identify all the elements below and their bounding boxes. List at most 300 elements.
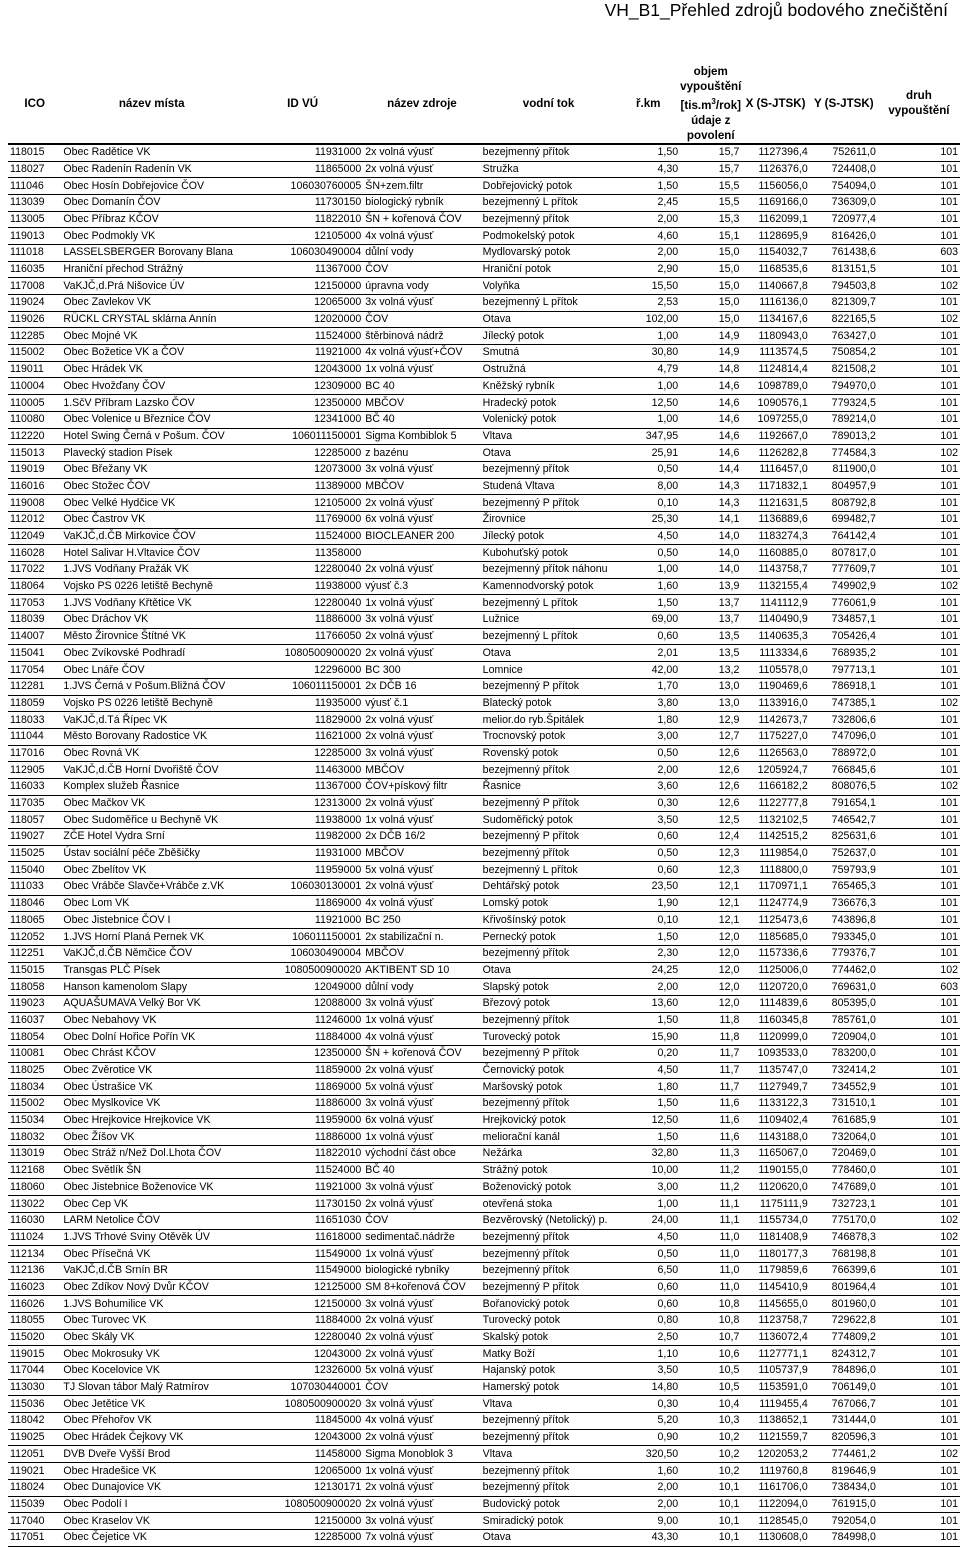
- cell-nazev-mista: Obec Mojné VK: [61, 328, 242, 345]
- cell-objem: 15,0: [680, 311, 741, 328]
- table-row: [8, 194, 960, 211]
- cell-objem: 13,2: [680, 662, 741, 679]
- cell-y: 811900,0: [810, 461, 878, 478]
- cell-ico: 117044: [8, 1363, 61, 1380]
- cell-y: 736676,3: [810, 895, 878, 912]
- cell-druh: 101: [878, 1279, 960, 1296]
- cell-ico: 112251: [8, 945, 61, 962]
- cell-id-vu: 12105000: [242, 495, 363, 512]
- cell-id-vu: 11524000: [242, 528, 363, 545]
- cell-id-vu: 12280040: [242, 595, 363, 612]
- cell-id-vu: 11938000: [242, 578, 363, 595]
- cell-nazev-zdroje: ŠN+zem.filtr: [363, 178, 480, 195]
- cell-druh: 101: [878, 1045, 960, 1062]
- cell-ico: 118024: [8, 1479, 61, 1496]
- table-row: [8, 1029, 960, 1046]
- cell-nazev-zdroje: Sigma Kombiblok 5: [363, 428, 480, 445]
- cell-rkm: 0,30: [616, 1396, 680, 1413]
- cell-ico: 118065: [8, 912, 61, 929]
- cell-objem: 11,7: [680, 1045, 741, 1062]
- cell-rkm: 1,50: [616, 1096, 680, 1113]
- cell-x: 1113574,5: [741, 345, 809, 362]
- cell-nazev-mista: Obec Zvíkovské Podhradí: [61, 645, 242, 662]
- cell-vodni-tok: Smiradický potok: [481, 1513, 617, 1530]
- cell-nazev-mista: Obec Stráž n/Než Dol.Lhota ČOV: [61, 1146, 242, 1163]
- cell-nazev-mista: Obec Cep VK: [61, 1196, 242, 1213]
- cell-x: 1168535,6: [741, 261, 809, 278]
- cell-druh: 101: [878, 1129, 960, 1146]
- cell-druh: 101: [878, 1329, 960, 1346]
- cell-x: 1127396,4: [741, 144, 809, 161]
- cell-objem: 12,6: [680, 795, 741, 812]
- cell-nazev-zdroje: 7x volná výusť: [363, 1529, 480, 1546]
- cell-nazev-mista: Obec Přísečná VK: [61, 1246, 242, 1263]
- table-row: [8, 511, 960, 528]
- cell-rkm: 2,00: [616, 762, 680, 779]
- cell-rkm: 1,80: [616, 712, 680, 729]
- cell-vodni-tok: bezejmenný přítok: [481, 1262, 617, 1279]
- cell-objem: 10,1: [680, 1513, 741, 1530]
- cell-nazev-mista: Obec Světlík ŠN: [61, 1162, 242, 1179]
- cell-rkm: 24,00: [616, 1212, 680, 1229]
- cell-x: 1114839,6: [741, 995, 809, 1012]
- cell-objem: 15,5: [680, 194, 741, 211]
- cell-ico: 119015: [8, 1346, 61, 1363]
- cell-nazev-zdroje: 2x volná výusť: [363, 1479, 480, 1496]
- cell-ico: 118042: [8, 1413, 61, 1430]
- cell-vodni-tok: Maršovský potok: [481, 1079, 617, 1096]
- cell-ico: 118025: [8, 1062, 61, 1079]
- cell-x: 1160345,8: [741, 1012, 809, 1029]
- cell-nazev-mista: VaKJČ,d.Tá Řípec VK: [61, 712, 242, 729]
- page-title: VH_B1_Přehled zdrojů bodového znečištění: [604, 0, 948, 20]
- cell-rkm: 6,50: [616, 1262, 680, 1279]
- cell-nazev-zdroje: 3x volná výusť: [363, 1396, 480, 1413]
- cell-nazev-zdroje: 2x volná výusť: [363, 712, 480, 729]
- cell-nazev-zdroje: 2x volná výusť: [363, 628, 480, 645]
- cell-ico: 119025: [8, 1429, 61, 1446]
- cell-id-vu: 12285000: [242, 745, 363, 762]
- cell-ico: 118039: [8, 612, 61, 629]
- cell-nazev-zdroje: BC 300: [363, 662, 480, 679]
- cell-ico: 118032: [8, 1129, 61, 1146]
- cell-druh: 101: [878, 745, 960, 762]
- cell-nazev-zdroje: MBČOV: [363, 762, 480, 779]
- cell-ico: 112220: [8, 428, 61, 445]
- cell-y: 724408,0: [810, 161, 878, 178]
- cell-y: 821508,2: [810, 361, 878, 378]
- cell-x: 1125473,6: [741, 912, 809, 929]
- cell-x: 1105737,9: [741, 1363, 809, 1380]
- cell-x: 1124814,4: [741, 361, 809, 378]
- cell-druh: 101: [878, 144, 960, 161]
- cell-id-vu: 11549000: [242, 1246, 363, 1263]
- table-row: [8, 1062, 960, 1079]
- cell-objem: 11,2: [680, 1179, 741, 1196]
- cell-vodni-tok: bezejmenný přítok: [481, 762, 617, 779]
- cell-druh: 101: [878, 1012, 960, 1029]
- cell-vodni-tok: Turovecký potok: [481, 1312, 617, 1329]
- cell-vodni-tok: bezejmenný přítok: [481, 1096, 617, 1113]
- cell-x: 1183274,3: [741, 528, 809, 545]
- cell-nazev-mista: Obec Božetice VK a ČOV: [61, 345, 242, 362]
- cell-objem: 10,2: [680, 1429, 741, 1446]
- cell-id-vu: 11524000: [242, 328, 363, 345]
- cell-rkm: 0,60: [616, 628, 680, 645]
- cell-druh: 101: [878, 862, 960, 879]
- cell-ico: 118057: [8, 812, 61, 829]
- cell-nazev-zdroje: BČ 40: [363, 1162, 480, 1179]
- cell-nazev-zdroje: 3x volná výusť: [363, 745, 480, 762]
- cell-y: 779376,7: [810, 945, 878, 962]
- cell-nazev-zdroje: výusť č.1: [363, 695, 480, 712]
- table-row: [8, 1196, 960, 1213]
- cell-nazev-mista: AQUAŠUMAVA Velký Bor VK: [61, 995, 242, 1012]
- cell-vodni-tok: Řasnice: [481, 778, 617, 795]
- table-row: [8, 728, 960, 745]
- cell-id-vu: 11959000: [242, 862, 363, 879]
- cell-x: 1132155,4: [741, 578, 809, 595]
- cell-vodni-tok: Hradecký potok: [481, 395, 617, 412]
- cell-ico: 119013: [8, 228, 61, 245]
- cell-y: 785761,0: [810, 1012, 878, 1029]
- cell-objem: 12,1: [680, 912, 741, 929]
- cell-nazev-mista: Obec Hvožďany ČOV: [61, 378, 242, 395]
- cell-vodni-tok: bezejmenný L přítok: [481, 295, 617, 312]
- cell-nazev-mista: 1.SčV Příbram Lazsko ČOV: [61, 395, 242, 412]
- cell-rkm: 0,10: [616, 495, 680, 512]
- cell-rkm: 4,50: [616, 1229, 680, 1246]
- cell-vodni-tok: bezejmenný přítok: [481, 1246, 617, 1263]
- cell-nazev-zdroje: BIOCLEANER 200: [363, 528, 480, 545]
- cell-nazev-zdroje: 1x volná výusť: [363, 1246, 480, 1263]
- cell-vodni-tok: Kubohuťský potok: [481, 545, 617, 562]
- cell-y: 789214,0: [810, 411, 878, 428]
- cell-rkm: 15,90: [616, 1029, 680, 1046]
- cell-druh: 102: [878, 778, 960, 795]
- cell-nazev-mista: Obec Dolní Hořice Pořín VK: [61, 1029, 242, 1046]
- cell-rkm: 0,60: [616, 1296, 680, 1313]
- table-row: [8, 1479, 960, 1496]
- cell-vodni-tok: bezejmenný přítok náhonu: [481, 562, 617, 579]
- cell-ico: 112168: [8, 1162, 61, 1179]
- cell-rkm: 32,80: [616, 1146, 680, 1163]
- cell-nazev-mista: Obec Kraselov VK: [61, 1513, 242, 1530]
- cell-x: 1141112,9: [741, 595, 809, 612]
- cell-rkm: 2,90: [616, 261, 680, 278]
- cell-objem: 10,3: [680, 1413, 741, 1430]
- cell-x: 1156056,0: [741, 178, 809, 195]
- cell-y: 766399,6: [810, 1262, 878, 1279]
- cell-vodni-tok: Vltava: [481, 428, 617, 445]
- cell-objem: 10,8: [680, 1312, 741, 1329]
- cell-objem: 12,0: [680, 945, 741, 962]
- cell-druh: 101: [878, 662, 960, 679]
- cell-x: 1127949,7: [741, 1079, 809, 1096]
- cell-y: 792054,0: [810, 1513, 878, 1530]
- cell-nazev-zdroje: 1x volná výusť: [363, 1463, 480, 1480]
- cell-vodni-tok: bezejmenný přítok: [481, 845, 617, 862]
- cell-vodni-tok: bezejmenný přítok: [481, 1229, 617, 1246]
- cell-druh: 101: [878, 595, 960, 612]
- cell-nazev-mista: Obec Zdíkov Nový Dvůr KČOV: [61, 1279, 242, 1296]
- cell-vodni-tok: Otava: [481, 645, 617, 662]
- cell-ico: 115013: [8, 445, 61, 462]
- cell-objem: 10,8: [680, 1296, 741, 1313]
- cell-nazev-mista: Obec Jetětice VK: [61, 1396, 242, 1413]
- cell-nazev-zdroje: BC 40: [363, 378, 480, 395]
- cell-id-vu: 11766050: [242, 628, 363, 645]
- cell-nazev-zdroje: důlní vody: [363, 244, 480, 261]
- cell-vodni-tok: Březový potok: [481, 995, 617, 1012]
- cell-druh: 102: [878, 695, 960, 712]
- cell-objem: 14,6: [680, 395, 741, 412]
- cell-ico: 110081: [8, 1045, 61, 1062]
- cell-x: 1181408,9: [741, 1229, 809, 1246]
- cell-objem: 11,6: [680, 1129, 741, 1146]
- cell-nazev-zdroje: 2x volná výusť: [363, 1196, 480, 1213]
- cell-vodni-tok: Podmokelský potok: [481, 228, 617, 245]
- cell-nazev-mista: Obec Častrov VK: [61, 511, 242, 528]
- cell-rkm: 1,60: [616, 1463, 680, 1480]
- cell-y: 813151,5: [810, 261, 878, 278]
- cell-rkm: 25,30: [616, 511, 680, 528]
- cell-ico: 118027: [8, 161, 61, 178]
- cell-druh: 101: [878, 211, 960, 228]
- cell-vodni-tok: bezejmenný P přítok: [481, 1045, 617, 1062]
- cell-nazev-zdroje: AKTIBENT SD 10: [363, 962, 480, 979]
- cell-nazev-zdroje: 4x volná výusť: [363, 1029, 480, 1046]
- table-row: [8, 395, 960, 412]
- cell-x: 1145410,9: [741, 1279, 809, 1296]
- cell-rkm: 4,30: [616, 161, 680, 178]
- cell-id-vu: 11367000: [242, 778, 363, 795]
- cell-nazev-mista: Obec Mokrosuky VK: [61, 1346, 242, 1363]
- table-row: [8, 1079, 960, 1096]
- cell-x: 1126376,0: [741, 161, 809, 178]
- cell-ico: 116026: [8, 1296, 61, 1313]
- cell-x: 1116136,0: [741, 295, 809, 312]
- cell-x: 1140667,8: [741, 278, 809, 295]
- cell-x: 1166182,2: [741, 778, 809, 795]
- cell-nazev-mista: Obec Zbelítov VK: [61, 862, 242, 879]
- cell-nazev-mista: Obec Domanín ČOV: [61, 194, 242, 211]
- cell-id-vu: 12309000: [242, 378, 363, 395]
- cell-rkm: 4,79: [616, 361, 680, 378]
- cell-ico: 118034: [8, 1079, 61, 1096]
- cell-vodni-tok: otevřená stoka: [481, 1196, 617, 1213]
- cell-ico: 113039: [8, 194, 61, 211]
- cell-nazev-mista: Obec Radenín Radenín VK: [61, 161, 242, 178]
- cell-id-vu: 11358000: [242, 545, 363, 562]
- cell-y: 776061,9: [810, 595, 878, 612]
- cell-vodni-tok: bezejmenný přítok: [481, 1012, 617, 1029]
- cell-druh: 102: [878, 1446, 960, 1463]
- cell-ico: 119023: [8, 995, 61, 1012]
- col-header-nazev-mista: název místa: [118, 96, 185, 110]
- cell-x: 1190469,6: [741, 678, 809, 695]
- cell-rkm: 1,50: [616, 1129, 680, 1146]
- cell-vodni-tok: Rovenský potok: [481, 745, 617, 762]
- cell-rkm: 2,00: [616, 979, 680, 996]
- cell-rkm: 1,50: [616, 178, 680, 195]
- cell-nazev-mista: Obec Žíšov VK: [61, 1129, 242, 1146]
- cell-y: 801960,0: [810, 1296, 878, 1313]
- cell-druh: 101: [878, 1479, 960, 1496]
- cell-nazev-mista: Obec Rovná VK: [61, 745, 242, 762]
- cell-nazev-mista: Transgas PLČ Písek: [61, 962, 242, 979]
- cell-druh: 101: [878, 378, 960, 395]
- cell-vodni-tok: Vltava: [481, 1396, 617, 1413]
- cell-nazev-zdroje: ŠN + kořenová ČOV: [363, 211, 480, 228]
- table-row: [8, 712, 960, 729]
- cell-druh: 102: [878, 962, 960, 979]
- cell-y: 820596,3: [810, 1429, 878, 1446]
- table-row: [8, 862, 960, 879]
- cell-vodni-tok: Boženovický potok: [481, 1179, 617, 1196]
- cell-druh: 101: [878, 545, 960, 562]
- cell-objem: 12,9: [680, 712, 741, 729]
- cell-x: 1124774,9: [741, 895, 809, 912]
- cell-rkm: 0,60: [616, 862, 680, 879]
- cell-vodni-tok: Skalský potok: [481, 1329, 617, 1346]
- cell-vodni-tok: Bořanovický potok: [481, 1296, 617, 1313]
- table-row: [8, 1012, 960, 1029]
- cell-x: 1142515,2: [741, 829, 809, 846]
- cell-ico: 116023: [8, 1279, 61, 1296]
- cell-y: 749902,9: [810, 578, 878, 595]
- cell-id-vu: 11886000: [242, 1129, 363, 1146]
- cell-x: 1119854,0: [741, 845, 809, 862]
- cell-objem: 11,0: [680, 1262, 741, 1279]
- cell-vodni-tok: Volenický potok: [481, 411, 617, 428]
- cell-objem: 12,5: [680, 812, 741, 829]
- cell-ico: 118058: [8, 979, 61, 996]
- cell-objem: 12,1: [680, 895, 741, 912]
- cell-y: 720469,0: [810, 1146, 878, 1163]
- table-row: [8, 1496, 960, 1513]
- cell-id-vu: 12088000: [242, 995, 363, 1012]
- cell-vodni-tok: Volyňka: [481, 278, 617, 295]
- table-row: [8, 829, 960, 846]
- cell-id-vu: 12130171: [242, 1479, 363, 1496]
- cell-rkm: 0,50: [616, 1246, 680, 1263]
- cell-nazev-mista: Obec Hosín Dobřejovice ČOV: [61, 178, 242, 195]
- cell-nazev-zdroje: 2x volná výusť: [363, 1062, 480, 1079]
- cell-vodni-tok: bezejmenný L přítok: [481, 628, 617, 645]
- table-row: [8, 1312, 960, 1329]
- cell-nazev-zdroje: 5x volná výusť: [363, 1363, 480, 1380]
- cell-objem: 13,0: [680, 678, 741, 695]
- cell-objem: 15,0: [680, 295, 741, 312]
- cell-x: 1154032,7: [741, 244, 809, 261]
- cell-nazev-mista: Obec Sudoměřice u Bechyně VK: [61, 812, 242, 829]
- cell-objem: 15,0: [680, 261, 741, 278]
- cell-rkm: 2,50: [616, 1329, 680, 1346]
- table-row: [8, 161, 960, 178]
- cell-y: 720977,4: [810, 211, 878, 228]
- cell-objem: 14,6: [680, 445, 741, 462]
- cell-ico: 113019: [8, 1146, 61, 1163]
- cell-rkm: 1,60: [616, 578, 680, 595]
- cell-vodni-tok: Křivošínský potok: [481, 912, 617, 929]
- cell-objem: 11,6: [680, 1096, 741, 1113]
- cell-objem: 14,3: [680, 495, 741, 512]
- cell-nazev-mista: TJ Slovan tábor Malý Ratmírov: [61, 1379, 242, 1396]
- cell-druh: 603: [878, 979, 960, 996]
- cell-id-vu: 12073000: [242, 461, 363, 478]
- cell-x: 1202053,2: [741, 1446, 809, 1463]
- cell-druh: 101: [878, 728, 960, 745]
- cell-vodni-tok: Jílecký potok: [481, 528, 617, 545]
- cell-objem: 13,5: [680, 628, 741, 645]
- cell-ico: 116016: [8, 478, 61, 495]
- cell-nazev-mista: Obec Lom VK: [61, 895, 242, 912]
- table-row: [8, 144, 960, 161]
- cell-objem: 10,4: [680, 1396, 741, 1413]
- cell-druh: 101: [878, 495, 960, 512]
- cell-nazev-mista: Obec Ústrašice VK: [61, 1079, 242, 1096]
- cell-x: 1093533,0: [741, 1045, 809, 1062]
- cell-druh: 603: [878, 244, 960, 261]
- cell-nazev-zdroje: MBČOV: [363, 478, 480, 495]
- pollution-sources-table: [8, 64, 960, 1547]
- cell-ico: 116030: [8, 1212, 61, 1229]
- cell-nazev-zdroje: 2x stabilizační n.: [363, 929, 480, 946]
- cell-druh: 101: [878, 194, 960, 211]
- cell-y: 746878,3: [810, 1229, 878, 1246]
- cell-x: 1121559,7: [741, 1429, 809, 1446]
- cell-y: 738434,0: [810, 1479, 878, 1496]
- cell-ico: 112051: [8, 1446, 61, 1463]
- cell-druh: 101: [878, 612, 960, 629]
- cell-nazev-mista: Obec Jistebnice Boženovice VK: [61, 1179, 242, 1196]
- cell-objem: 14,0: [680, 545, 741, 562]
- cell-y: 774584,3: [810, 445, 878, 462]
- cell-y: 765465,3: [810, 879, 878, 896]
- cell-id-vu: 1080500900020: [242, 962, 363, 979]
- cell-x: 1122777,8: [741, 795, 809, 812]
- cell-nazev-zdroje: východní část obce: [363, 1146, 480, 1163]
- cell-id-vu: 11246000: [242, 1012, 363, 1029]
- cell-x: 1120999,0: [741, 1029, 809, 1046]
- table-row: [8, 879, 960, 896]
- cell-id-vu: 11549000: [242, 1262, 363, 1279]
- cell-rkm: 2,00: [616, 244, 680, 261]
- table-row: [8, 912, 960, 929]
- cell-rkm: 1,00: [616, 1196, 680, 1213]
- cell-objem: 14,0: [680, 528, 741, 545]
- cell-druh: 101: [878, 478, 960, 495]
- cell-rkm: 69,00: [616, 612, 680, 629]
- cell-rkm: 0,50: [616, 845, 680, 862]
- cell-y: 767066,7: [810, 1396, 878, 1413]
- table-row: [8, 979, 960, 996]
- table-row: [8, 211, 960, 228]
- cell-ico: 116037: [8, 1012, 61, 1029]
- header-row: [8, 64, 960, 144]
- cell-druh: 101: [878, 1179, 960, 1196]
- cell-vodni-tok: bezejmenný přítok: [481, 461, 617, 478]
- cell-nazev-mista: Hanson kamenolom Slapy: [61, 979, 242, 996]
- cell-druh: 101: [878, 428, 960, 445]
- cell-objem: 14,1: [680, 511, 741, 528]
- cell-objem: 10,2: [680, 1446, 741, 1463]
- cell-nazev-mista: Hraniční přechod Strážný: [61, 261, 242, 278]
- cell-objem: 14,6: [680, 411, 741, 428]
- cell-rkm: 1,00: [616, 411, 680, 428]
- cell-druh: 101: [878, 361, 960, 378]
